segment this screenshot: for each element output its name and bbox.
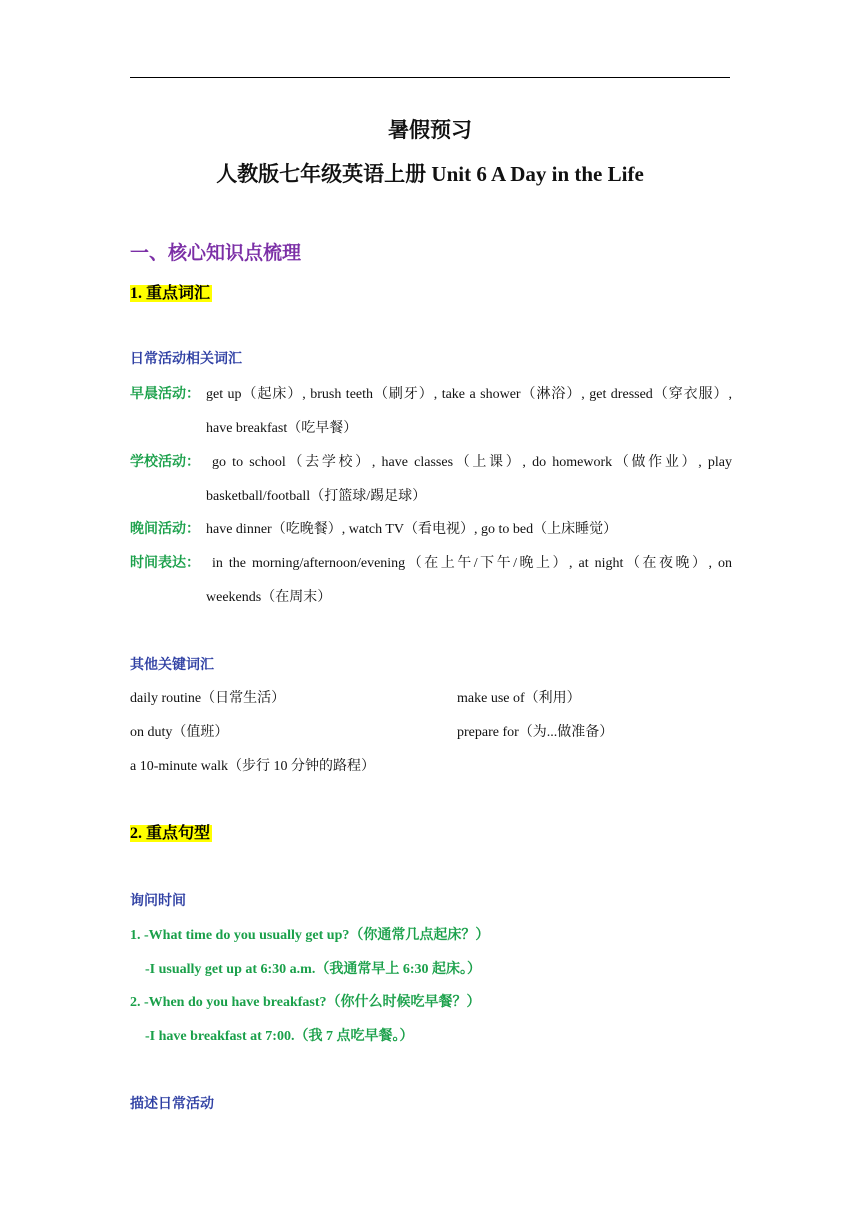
- other-subheading: 其他关键词汇: [130, 658, 214, 673]
- ask-time-subheading: 询问时间: [130, 894, 186, 909]
- part1-heading: 1. 重点词汇: [130, 285, 211, 302]
- school-line2: basketball/football（打篮球/踢足球）: [206, 489, 427, 504]
- header-rule: [130, 77, 730, 78]
- morning-line2: have breakfast（吃早餐）: [206, 421, 358, 436]
- sentence-line: 2. -When do you have breakfast?（你什么时候吃早餐？）: [130, 995, 481, 1010]
- page-subtitle: 人教版七年级英语上册 Unit 6 A Day in the Life: [216, 162, 644, 186]
- vocab-item: make use of（利用）: [457, 691, 581, 706]
- sentence-line: -I have breakfast at 7:00.（我 7 点吃早餐。）: [145, 1029, 414, 1044]
- describe-subheading: 描述日常活动: [130, 1097, 214, 1112]
- sentence-line: 1. -What time do you usually get up?（你通常几点起床？）: [130, 928, 490, 943]
- school-label: 学校活动：: [130, 455, 200, 470]
- vocab-item: daily routine（日常生活）: [130, 691, 286, 706]
- part2-heading-wrap: [130, 820, 212, 843]
- school-line1: go to school（去学校）, have classes（上课）, do homework（做作业）, play: [212, 455, 732, 470]
- time-line2: weekends（在周末）: [206, 590, 332, 605]
- morning-label: 早晨活动：: [130, 387, 200, 402]
- sentence-line: -I usually get up at 6:30 a.m.（我通常早上 6:30 起床。）: [145, 962, 482, 977]
- part2-heading: 2. 重点句型: [130, 825, 211, 842]
- evening-label: 晚间活动：: [130, 522, 200, 537]
- part1-heading-wrap: [130, 280, 212, 303]
- vocab-item: a 10-minute walk（步行 10 分钟的路程）: [130, 759, 375, 774]
- time-line1: in the morning/afternoon/evening（在上午/下午/晚上）, at night（在夜晚）, on: [212, 556, 732, 571]
- page-title: 暑假预习: [388, 118, 472, 142]
- time-label: 时间表达：: [130, 556, 200, 571]
- vocab-item: prepare for（为...做准备）: [457, 725, 614, 740]
- evening-line1: have dinner（吃晚餐）, watch TV（看电视）, go to bed（上床睡觉）: [206, 522, 618, 537]
- section-heading: 一、核心知识点梳理: [130, 243, 302, 264]
- morning-line1: get up（起床）, brush teeth（刷牙）, take a shower（淋浴）, get dressed（穿衣服）,: [206, 387, 732, 402]
- vocab-item: on duty（值班）: [130, 725, 229, 740]
- daily-subheading: 日常活动相关词汇: [130, 352, 242, 367]
